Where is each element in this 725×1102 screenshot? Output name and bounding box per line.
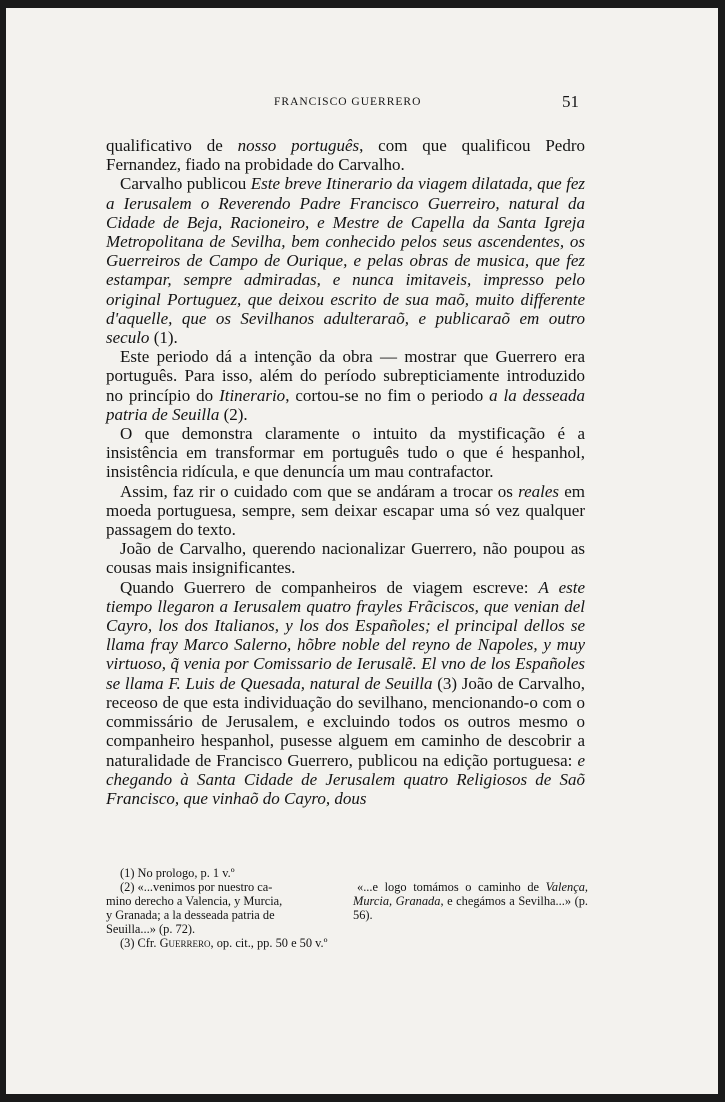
text-run: Assim, faz rir o cuidado com que se andáram a trocar os: [120, 481, 519, 501]
paragraph: [106, 482, 585, 540]
footnote-2-line: mino derecho a Valencia, y Murcia,: [106, 894, 283, 908]
italic-run: e chegando à Santa Cidade de Jerusalem quatro Religiosos de Saõ Francisco, que vinhaõ do Cayro, dous: [106, 750, 585, 808]
book-page: [6, 8, 718, 1094]
text-run: (3) João de Carvalho, receoso de que esta individuação do sevilhano, mencionando-o com o commissário de Jerusalem, e excluindo todos os outros mesmo o companheiro hespanhol, pusesse alguem em caminho de descobrir a naturalidade de Francisco Guerrero, publicou na edição portuguesa:: [106, 673, 585, 770]
text-run: João de Carvalho, querendo nacionalizar Guerrero, não poupou as cousas mais insignificantes.: [106, 539, 585, 578]
italic-run: nosso português: [237, 136, 360, 155]
footnotes: [106, 866, 588, 950]
footnote-1: (1) No prologo, p. 1 v.º: [120, 866, 235, 880]
text-run: (2).: [219, 404, 248, 424]
footnote-2-prefix: «...e logo tomámos o caminho de: [357, 880, 546, 894]
text-run: Quando Guerrero de companheiros de viagem escreve:: [120, 577, 539, 597]
paragraph: [106, 424, 585, 482]
footnote-2-line: Seuilla...» (p. 72).: [106, 922, 196, 936]
page-number: 51: [562, 92, 579, 111]
footnote-2-portuguese: [353, 880, 588, 936]
paragraph: [106, 539, 585, 577]
footnote-2-suffix: , e chegámos a Sevilha...» (p. 56).: [353, 894, 588, 922]
text-run: Carvalho publicou: [120, 174, 251, 194]
text-run: , com que qualificou Pedro Fernandez, fiado na probidade do Carvalho.: [106, 136, 585, 175]
footnote-2-italic: Valença, Murcia, Granada: [353, 880, 588, 908]
italic-run: Itinerario: [219, 385, 286, 405]
footnote-2: [106, 880, 588, 936]
italic-run: A este tiempo llegaron a Ierusalem quatro frayles Frãciscos, que venian del Cayro, los dos Italianos, y los dos Españoles; el principal dellos se llama fray Marco Salerno, hõbre noble del reyno de Napoles, y muy virtuoso, q̃ venia por Comissario de Ierusalẽ. El vno de los Españoles se llama F. Luis de Quesada, natural de Seuilla: [106, 577, 585, 693]
italic-run: reales: [518, 481, 560, 501]
running-title: FRANCISCO GUERRERO: [274, 96, 422, 108]
text-run: O que demonstra claramente o intuito da mystificação é a insistência em transformar em português tudo o que é hespanhol, insistência ridícula, e que denuncía um mau contrafactor.: [106, 424, 585, 482]
text-run: Este periodo dá a intenção da obra — mostrar que Guerrero era português. Para isso, além do período subrepticiamente introduzido no princípio do: [106, 347, 585, 405]
paragraph: [106, 578, 585, 808]
text-run: , cortou-se no fim o periodo: [285, 385, 490, 405]
text-run: (1).: [149, 328, 178, 348]
footnote-3-author: Guerrero: [159, 936, 211, 950]
text-run: em moeda portuguesa, sempre, sem deixar escapar uma só vez qualquer passagem do texto.: [106, 481, 585, 540]
footnote-2-spanish: [106, 880, 341, 936]
footnote-3-suffix: , op. cit., pp. 50 e 50 v.º: [210, 936, 328, 950]
footnote-3-prefix: (3) Cfr.: [120, 936, 160, 950]
main-text: [106, 136, 585, 808]
footnote-2-line: (2) «...venimos por nuestro ca-: [120, 880, 273, 894]
italic-run: a la desseada patria de Seuilla: [106, 385, 585, 424]
italic-run: Este breve Itinerario da viagem dilatada, que fez a Ierusalem o Reverendo Padre Francisco Guerreiro, natural da Cidade de Beja, Racioneiro, e Mestre de Capella da Santa Igreja Metropolitana de Sevilha, bem conhecido pelos seus ascendentes, os Guerreiros de Campo de Ourique, e pelas obras de musica, que fez estampar, sempre admiradas, e nunca imitaveis, impresso pelo original Portuguez, que deixou escrito de sua maõ, muito differente d'aquelle, que os Sevilhanos adulteraraõ, e publicaraõ em outro seculo: [106, 174, 586, 348]
paragraph: [106, 174, 585, 347]
paragraph: [106, 136, 585, 174]
footnote-2-line: y Granada; a la desseada patria de: [106, 908, 275, 922]
footnote-3: [120, 936, 588, 950]
text-run: qualificativo de: [106, 136, 238, 155]
paragraph: [106, 347, 585, 424]
